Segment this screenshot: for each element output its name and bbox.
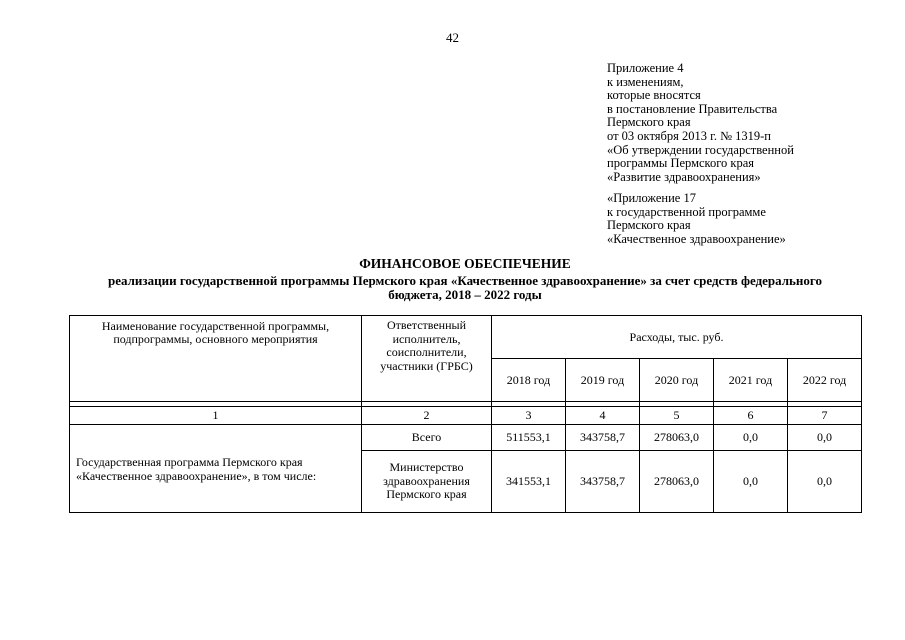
header-year: 2020 год (640, 359, 714, 402)
page-number: 42 (446, 30, 459, 45)
responsible-cell: Всего (362, 425, 492, 451)
column-number-row (70, 407, 862, 425)
column-number: 3 (492, 407, 566, 425)
value-cell: 343758,7 (566, 451, 640, 513)
column-number: 5 (640, 407, 714, 425)
value-cell: 0,0 (788, 451, 862, 513)
responsible-cell: Министерство здравоохранения Пермского края (362, 451, 492, 513)
column-number: 2 (362, 407, 492, 425)
header-name: Наименование государственной программы, подпрограммы, основного мероприятия (70, 316, 362, 402)
value-cell: 278063,0 (640, 425, 714, 451)
column-number: 7 (788, 407, 862, 425)
document-title: ФИНАНСОВОЕ ОБЕСПЕЧЕНИЕ (359, 256, 571, 271)
appendix-block: Приложение 4 к изменениям, которые вносятся в постановление Правительства Пермского края от 03 октября 2013 г. № 1319-п «Об утверждении государственной программы Пермского края «Развитие здравоохранения» (607, 61, 794, 184)
value-cell: 278063,0 (640, 451, 714, 513)
value-cell: 0,0 (788, 425, 862, 451)
value-cell: 0,0 (714, 425, 788, 451)
column-number: 6 (714, 407, 788, 425)
financing-table (69, 315, 862, 513)
header-year: 2021 год (714, 359, 788, 402)
value-cell: 511553,1 (492, 425, 566, 451)
header-year: 2022 год (788, 359, 862, 402)
document-subtitle: реализации государственной программы Пермского края «Качественное здравоохранение» за счет средств федерального бюджета, 2018 – 2022 годы (107, 273, 822, 302)
header-year: 2019 год (566, 359, 640, 402)
column-number: 4 (566, 407, 640, 425)
column-number: 1 (70, 407, 362, 425)
header-responsible: Ответственный исполнитель, соисполнители, участники (ГРБС) (362, 316, 492, 402)
program-name: Государственная программа Пермского края «Качественное здравоохранение», в том числе: (70, 425, 362, 513)
appendix-block-2: «Приложение 17 к государственной программе Пермского края «Качественное здравоохранение» (607, 191, 786, 246)
value-cell: 341553,1 (492, 451, 566, 513)
value-cell: 0,0 (714, 451, 788, 513)
header-expenses: Расходы, тыс. руб. (492, 316, 862, 359)
table-row (70, 425, 862, 451)
header-year: 2018 год (492, 359, 566, 402)
value-cell: 343758,7 (566, 425, 640, 451)
